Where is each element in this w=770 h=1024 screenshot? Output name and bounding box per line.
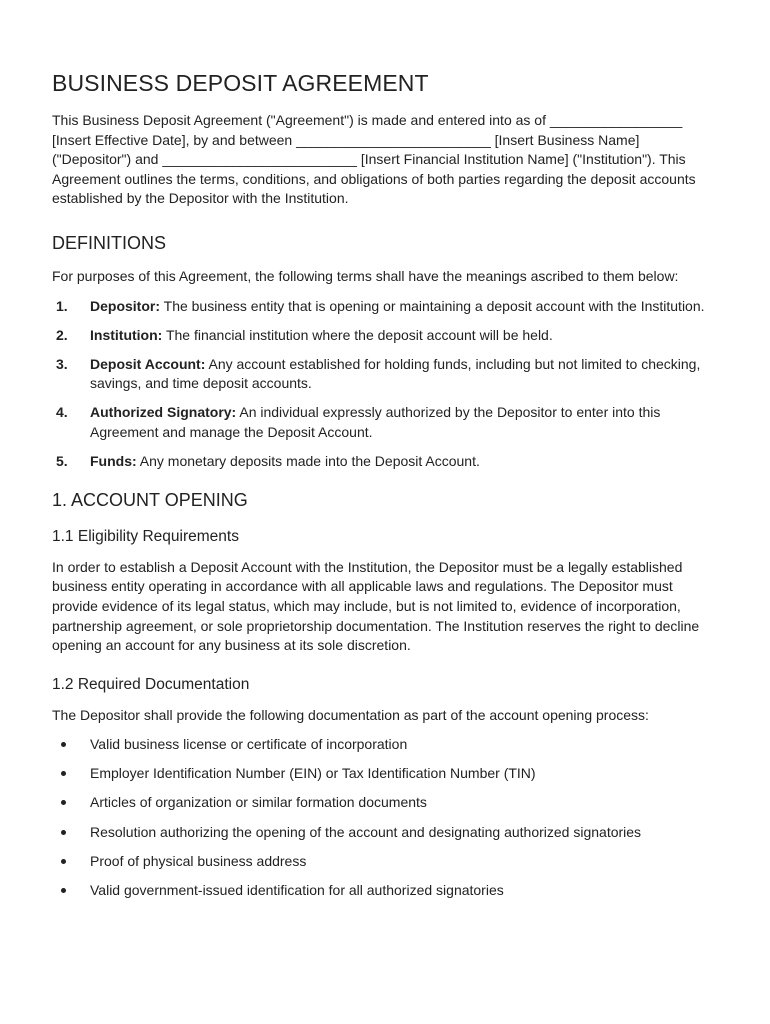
section-1-1-heading: 1.1 Eligibility Requirements	[52, 527, 239, 545]
documentation-item-text: Articles of organization or similar formation documents	[90, 794, 427, 811]
documentation-item	[52, 735, 718, 755]
documentation-item-text: Proof of physical business address	[90, 852, 307, 869]
definition-item	[52, 355, 718, 394]
documentation-item	[52, 881, 718, 901]
section-1-heading: 1. ACCOUNT OPENING	[52, 489, 248, 510]
bullet-icon	[61, 830, 66, 835]
definition-number: 5.	[56, 453, 68, 470]
definitions-heading: DEFINITIONS	[52, 232, 167, 253]
definition-number: 4.	[56, 404, 68, 421]
bullet-icon	[61, 742, 66, 747]
bullet-icon	[61, 859, 66, 864]
definition-text: An individual expressly authorized by the Depositor to enter into this Agreement and manage the Deposit Account.	[90, 404, 661, 441]
bullet-icon	[61, 771, 66, 776]
definition-term: Funds:	[90, 453, 137, 470]
definition-text: Any monetary deposits made into the Deposit Account.	[136, 453, 480, 470]
definition-term: Institution:	[90, 326, 163, 343]
definition-item	[52, 452, 718, 472]
bullet-icon	[61, 800, 66, 805]
documentation-item-text: Valid government-issued identification for all authorized signatories	[90, 881, 504, 898]
documentation-item	[52, 793, 718, 813]
definitions-intro: For purposes of this Agreement, the following terms shall have the meanings ascribed to them below:	[52, 267, 679, 284]
definition-number: 1.	[56, 297, 68, 314]
definition-text: Any account established for holding funds, including but not limited to checking, savings, and time deposit accounts.	[90, 355, 701, 392]
definition-text: The business entity that is opening or maintaining a deposit account with the Institution.	[160, 297, 705, 314]
definition-text: The financial institution where the deposit account will be held.	[162, 326, 553, 343]
documentation-intro: The Depositor shall provide the following documentation as part of the account opening process:	[52, 706, 649, 723]
definition-number: 2.	[56, 326, 68, 343]
documentation-item-text: Valid business license or certificate of incorporation	[90, 736, 408, 753]
documentation-item-text: Resolution authorizing the opening of the account and designating authorized signatories	[90, 823, 642, 840]
section-1-2-heading: 1.2 Required Documentation	[52, 675, 250, 693]
intro-paragraph: This Business Deposit Agreement ("Agreement") is made and entered into as of _________________ [Insert Effective Date], by and between _________________________ [Insert Business Name] ("Depositor") and _________________________ [Insert Financial Institution Name] ("Institution"). This Agreement outlines the terms, conditions, and obligations of both parties regarding the deposit accounts established by the Depositor with the Institution.	[52, 112, 696, 207]
eligibility-paragraph: In order to establish a Deposit Account with the Institution, the Depositor must be a legally established business entity operating in accordance with all applicable laws and regulations. The Depositor must provide evidence of its legal status, which may include, but is not limited to, evidence of incorporation, partnership agreement, or sole proprietorship documentation. The Institution reserves the right to decline opening an account for any business at its sole discretion.	[52, 558, 700, 654]
definitions-list	[52, 297, 718, 472]
definition-item	[52, 326, 718, 346]
definition-term: Authorized Signatory:	[90, 404, 237, 421]
definition-number: 3.	[56, 355, 68, 372]
definition-term: Deposit Account:	[90, 355, 206, 372]
definition-item	[52, 403, 718, 442]
documentation-list	[52, 735, 718, 900]
documentation-item	[52, 764, 718, 784]
documentation-item	[52, 852, 718, 872]
document-title: BUSINESS DEPOSIT AGREEMENT	[52, 70, 429, 96]
definition-item	[52, 297, 718, 317]
documentation-item	[52, 823, 718, 843]
definition-term: Depositor:	[90, 297, 160, 314]
bullet-icon	[61, 888, 66, 893]
documentation-item-text: Employer Identification Number (EIN) or Tax Identification Number (TIN)	[90, 765, 536, 782]
